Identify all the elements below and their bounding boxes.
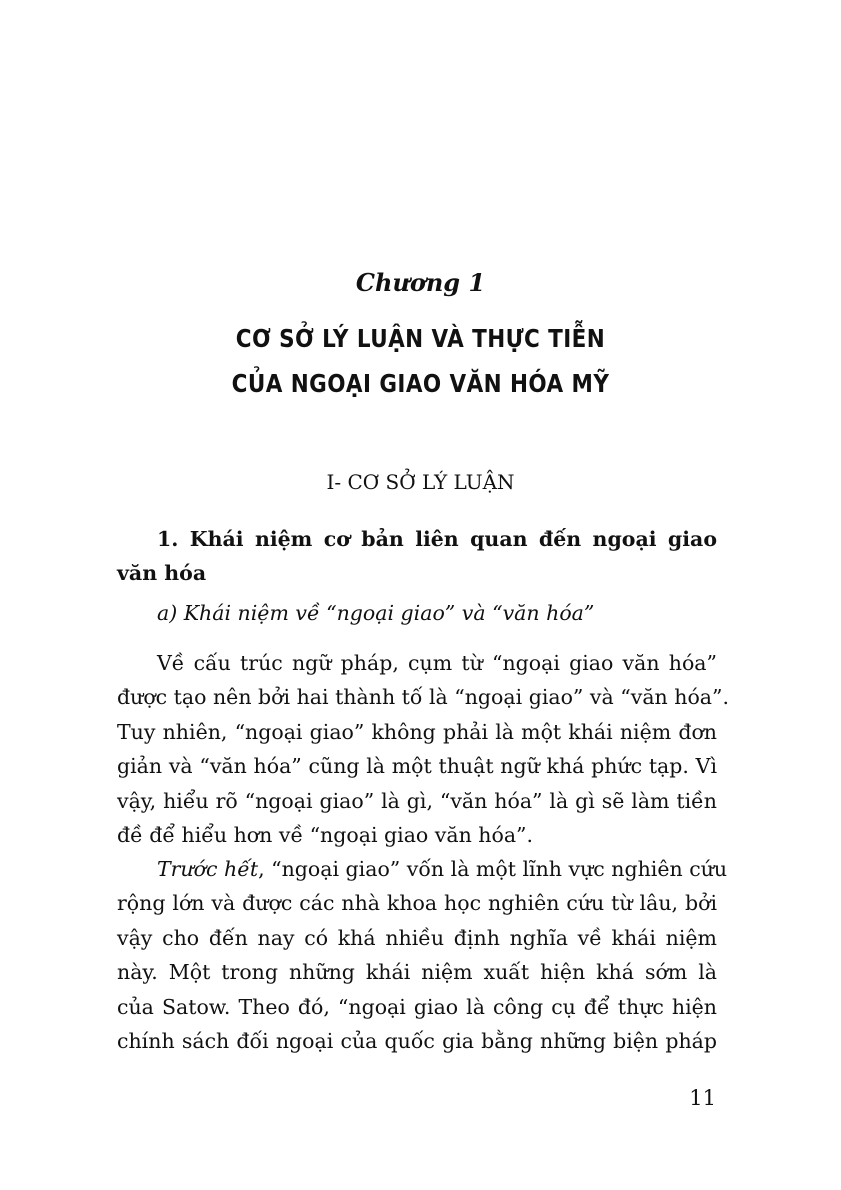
paragraph-2-line-1 xyxy=(117,852,728,886)
paragraph-2-line: rộng lớn và được các nhà khoa học nghiên cứu từ lâu, bởi xyxy=(117,891,717,916)
paragraph-2-line: của Satow. Theo đó, “ngoại giao là công cụ để thực hiện xyxy=(117,994,717,1019)
paragraph-1 xyxy=(117,646,730,852)
paragraph-2-lead-italic: Trước hết xyxy=(157,857,259,881)
paragraph-1-line: Về cấu trúc ngữ pháp, cụm từ “ngoại giao văn hóa” xyxy=(157,651,717,675)
subsection-heading xyxy=(117,522,717,591)
paragraph-2-line: chính sách đối ngoại của quốc gia bằng những biện pháp xyxy=(117,1028,717,1053)
paragraph-1-line: giản và “văn hóa” cũng là một thuật ngữ khá phức tạp. Vì xyxy=(117,754,717,779)
paragraph-2-line: này. Một trong những khái niệm xuất hiện khá sớm là xyxy=(117,960,717,985)
subsection-heading-line-2: văn hóa xyxy=(117,561,207,586)
paragraph-2-line-1-rest: , “ngoại giao” vốn là một lĩnh vực nghiên cứu xyxy=(258,857,728,881)
paragraph-1-line: Tuy nhiên, “ngoại giao” không phải là một khái niệm đơn xyxy=(117,719,717,744)
chapter-title-line-1: CƠ SỞ LÝ LUẬN VÀ THỰC TIỄN xyxy=(235,324,606,353)
subsubsection-heading: a) Khái niệm về “ngoại giao” và “văn hóa” xyxy=(157,601,595,625)
subsection-heading-line-1: 1. Khái niệm cơ bản liên quan đến ngoại giao xyxy=(157,527,717,551)
paragraph-2 xyxy=(117,852,728,1058)
paragraph-1-line: được tạo nên bởi hai thành tố là “ngoại giao” và “văn hóa”. xyxy=(117,685,730,710)
chapter-title-line-2: CỦA NGOẠI GIAO VĂN HÓA MỸ xyxy=(231,369,610,398)
paragraph-1-line: đề để hiểu hơn về “ngoại giao văn hóa”. xyxy=(117,822,534,847)
page-number: 11 xyxy=(689,1086,716,1110)
chapter-label: Chương 1 xyxy=(355,268,486,297)
section-heading: I- CƠ SỞ LÝ LUẬN xyxy=(326,470,515,494)
paragraph-1-line: vậy, hiểu rõ “ngoại giao” là gì, “văn hóa” là gì sẽ làm tiền xyxy=(117,788,717,813)
paragraph-2-line: vậy cho đến nay có khá nhiều định nghĩa về khái niệm xyxy=(117,925,717,950)
